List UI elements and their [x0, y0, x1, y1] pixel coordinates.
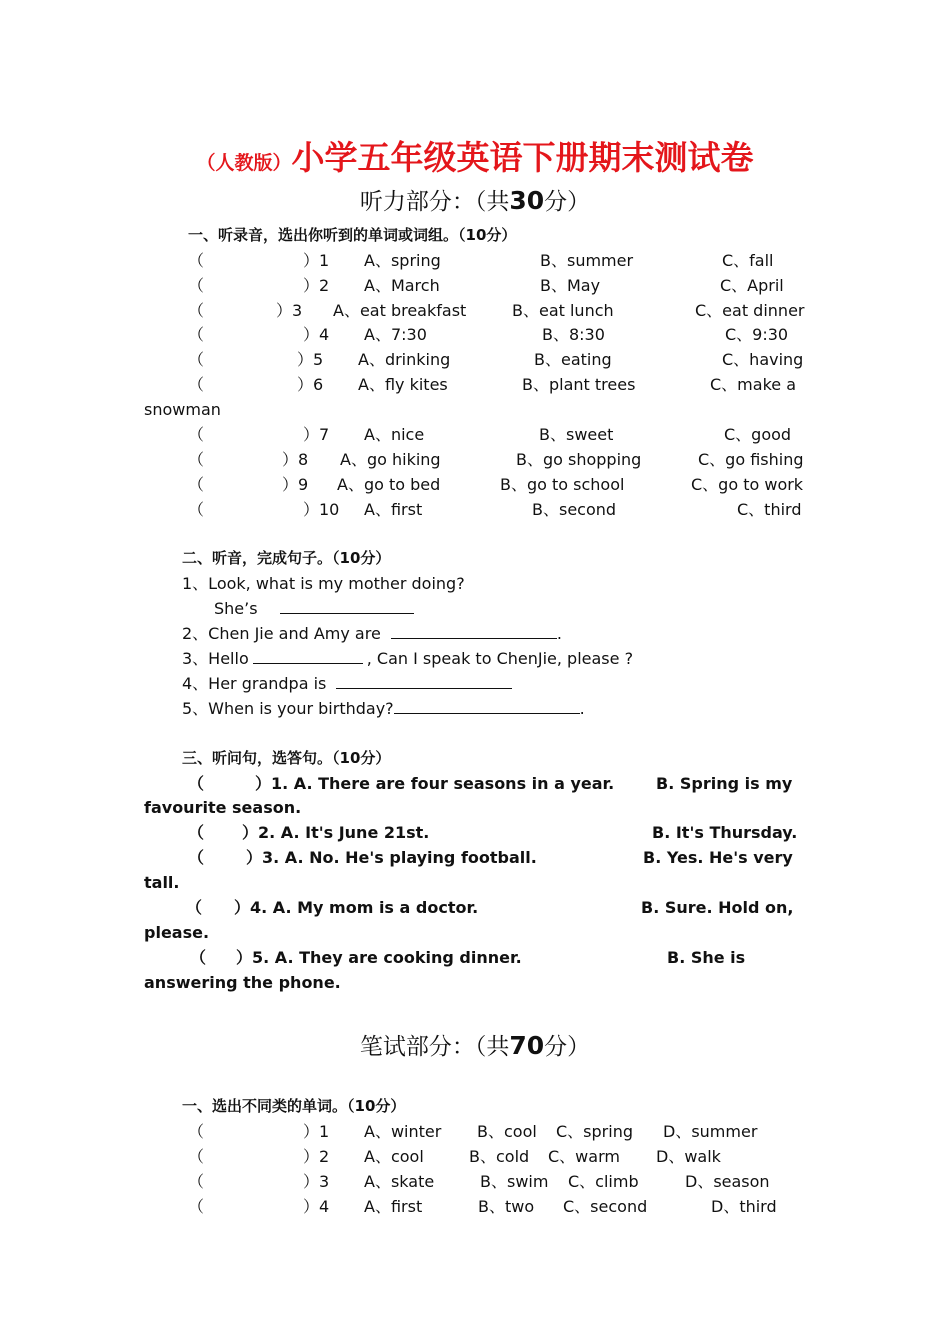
question-number: ）2 [303, 276, 330, 295]
option-c: C、eat dinner [695, 301, 805, 320]
answer-paren: （ [188, 325, 205, 344]
sentence-4 [182, 676, 512, 692]
sentence-4-text: 4、Her grandpa is [182, 674, 327, 693]
question-option-b: B. Sure. Hold on, [641, 898, 794, 917]
answer-blank[interactable] [394, 713, 580, 714]
option-a: A、first [364, 500, 423, 519]
question-number: ）10 [303, 500, 340, 519]
option-a: A、spring [364, 251, 441, 270]
question-number: ）8 [282, 450, 309, 469]
answer-paren: （ [188, 350, 205, 369]
answer-paren: （ [188, 1172, 205, 1191]
option-c-wrap: snowman [144, 400, 221, 419]
option-b: B、swim [480, 1172, 549, 1191]
question-number: ）5 [297, 350, 324, 369]
option-c: C、spring [556, 1122, 633, 1141]
sentence-1: 1、Look, what is my mother doing? [182, 574, 465, 593]
option-a: A、winter [364, 1122, 442, 1141]
option-b: B、second [532, 500, 617, 519]
page-title [0, 132, 950, 179]
question-option-b: B. It's Thursday. [652, 823, 798, 842]
question-option-b: B. Spring is my [656, 774, 793, 793]
answer-paren: （ [188, 1122, 205, 1141]
answer-paren: （ [188, 1197, 205, 1216]
option-b: B、two [478, 1197, 535, 1216]
option-a: A、first [364, 1197, 423, 1216]
question-option-a: ）4. A. My mom is a doctor. [234, 898, 479, 917]
title-prefix: （人教版） [196, 152, 292, 174]
question-number: ）6 [297, 375, 324, 394]
listening-sec3-heading: 三、听问句，选答句。（10分） [182, 749, 391, 767]
answer-paren: （ [188, 848, 205, 867]
option-c: C、9:30 [725, 325, 789, 344]
sentence-1-prompt: She’s [214, 599, 258, 618]
option-a: A、go to bed [337, 475, 441, 494]
answer-paren: （ [186, 898, 203, 917]
sentence-3-end: , Can I speak to ChenJie, please ? [366, 649, 634, 668]
answer-blank[interactable] [336, 688, 512, 689]
answer-blank[interactable] [280, 613, 414, 614]
sentence-2 [182, 626, 562, 642]
sentence-2-end: . [556, 624, 562, 643]
question-number: ）1 [303, 251, 330, 270]
writing-heading: 笔试部分：（共70分） [359, 1031, 591, 1060]
score-number: 30 [509, 186, 545, 215]
option-a: A、go hiking [340, 450, 441, 469]
question-option-b: B. Yes. He's very [643, 848, 793, 867]
option-a: A、7:30 [364, 325, 427, 344]
option-b: B、cool [477, 1122, 537, 1141]
option-b: B、go shopping [516, 450, 642, 469]
question-option-a: ）3. A. No. He's playing football. [246, 848, 537, 867]
answer-paren: （ [188, 425, 205, 444]
option-c: C、fall [722, 251, 774, 270]
option-c: C、second [563, 1197, 648, 1216]
question-option-a: ）2. A. It's June 21st. [242, 823, 430, 842]
answer-paren: （ [188, 823, 205, 842]
option-c: C、make a [710, 375, 796, 394]
listening-sec1-heading: 一、听录音，选出你听到的单词或词组。（10分） [188, 226, 517, 244]
option-a: A、drinking [358, 350, 451, 369]
option-d: D、third [711, 1197, 777, 1216]
answer-paren: （ [188, 774, 205, 793]
option-d: D、walk [656, 1147, 721, 1166]
option-c: C、warm [548, 1147, 620, 1166]
score-number: 70 [509, 1031, 545, 1060]
question-option-b: B. She is [667, 948, 746, 967]
question-number: ）7 [303, 425, 330, 444]
option-b: B、eat lunch [512, 301, 614, 320]
option-c: C、good [724, 425, 792, 444]
sentence-3-start: 3、Hello [182, 649, 249, 668]
answer-paren: （ [188, 301, 205, 320]
option-b: B、go to school [500, 475, 625, 494]
writing-sec1-heading: 一、选出不同类的单词。（10分） [182, 1097, 406, 1115]
sentence-2-text: 2、Chen Jie and Amy are [182, 624, 381, 643]
sentence-3 [182, 651, 633, 667]
answer-blank[interactable] [253, 663, 363, 664]
sentence-1-answer [214, 601, 414, 617]
option-c: C、having [722, 350, 804, 369]
question-number: ）4 [303, 1197, 330, 1216]
answer-blank[interactable] [391, 638, 557, 639]
question-number: ）4 [303, 325, 330, 344]
question-option-a: ）5. A. They are cooking dinner. [236, 948, 522, 967]
question-option-a: ）1. A. There are four seasons in a year. [255, 774, 615, 793]
answer-paren: （ [190, 948, 207, 967]
question-number: ）3 [276, 301, 303, 320]
answer-paren: （ [188, 450, 205, 469]
question-wrap: favourite season. [144, 798, 302, 817]
option-b: B、cold [469, 1147, 530, 1166]
option-a: A、fly kites [358, 375, 448, 394]
question-number: ）9 [282, 475, 309, 494]
listening-sec2-heading: 二、听音，完成句子。（10分） [182, 549, 391, 567]
option-b: B、eating [534, 350, 612, 369]
answer-paren: （ [188, 475, 205, 494]
question-wrap: answering the phone. [144, 973, 341, 992]
option-b: B、sweet [539, 425, 614, 444]
answer-paren: （ [188, 1147, 205, 1166]
option-a: A、cool [364, 1147, 424, 1166]
question-number: ）1 [303, 1122, 330, 1141]
answer-paren: （ [188, 276, 205, 295]
sentence-5-text: 5、When is your birthday? [182, 699, 394, 718]
title-main: 小学五年级英语下册期末测试卷 [291, 138, 754, 177]
option-d: D、season [685, 1172, 770, 1191]
question-number: ）3 [303, 1172, 330, 1191]
option-a: A、skate [364, 1172, 435, 1191]
answer-paren: （ [188, 375, 205, 394]
option-a: A、eat breakfast [333, 301, 467, 320]
listening-heading: 听力部分：（共30分） [359, 186, 591, 215]
option-c: C、third [737, 500, 802, 519]
question-wrap: please. [144, 923, 210, 942]
option-b: B、May [540, 276, 601, 295]
sentence-5-end: . [579, 699, 585, 718]
option-a: A、nice [364, 425, 425, 444]
question-wrap: tall. [144, 873, 180, 892]
option-c: C、April [720, 276, 784, 295]
option-c: C、go fishing [698, 450, 804, 469]
option-d: D、summer [663, 1122, 758, 1141]
option-a: A、March [364, 276, 440, 295]
question-number: ）2 [303, 1147, 330, 1166]
option-b: B、plant trees [522, 375, 636, 394]
answer-paren: （ [188, 500, 205, 519]
option-c: C、go to work [691, 475, 804, 494]
answer-paren: （ [188, 251, 205, 270]
option-b: B、summer [540, 251, 634, 270]
option-c: C、climb [568, 1172, 639, 1191]
option-b: B、8:30 [542, 325, 605, 344]
sentence-5 [182, 701, 585, 717]
